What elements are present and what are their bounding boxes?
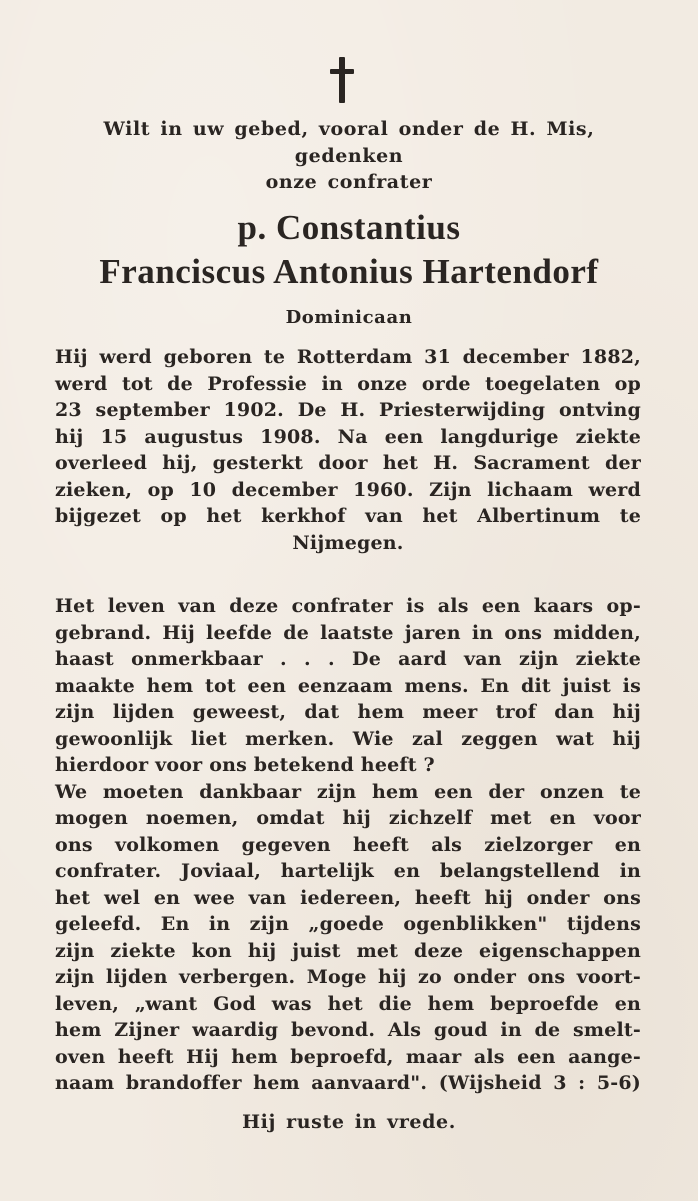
tribute-line: hierdoor voor ons betekend heeft ? bbox=[55, 754, 435, 776]
tribute-line: zijn lijden geweest, dat hem meer trof dan hij bbox=[55, 701, 641, 723]
biography-line: werd tot de Professie in onze orde toegelaten op bbox=[55, 372, 641, 395]
prayer-request-line: gedenken bbox=[294, 144, 404, 167]
biography-line: zieken, op 10 december 1960. Zijn lichaam werd bbox=[55, 478, 641, 501]
prayer-request-line: Wilt in uw gebed, vooral onder de H. Mis, bbox=[103, 118, 595, 140]
closing-blessing: Hij ruste in vrede. bbox=[242, 1111, 456, 1133]
tribute-line: naam brandoffer hem aanvaard". (Wijsheid 3 : 5-6) bbox=[55, 1072, 641, 1094]
deceased-full-name: Franciscus Antonius Hartendorf bbox=[99, 252, 599, 291]
tribute-line: confrater. Joviaal, hartelijk en belangstellend in bbox=[55, 860, 641, 882]
tribute-line: oven heeft Hij hem beproefd, maar als een aange- bbox=[55, 1045, 641, 1068]
prayer-request bbox=[40, 116, 658, 196]
tribute-paragraph bbox=[55, 593, 641, 1097]
tribute-line: zijn ziekte kon hij juist met deze eigenschappen bbox=[55, 939, 641, 962]
tribute-line: ons volkomen gegeven heeft als zielzorger en bbox=[55, 833, 641, 856]
tribute-line: zijn lijden verbergen. Moge hij zo onder ons voort- bbox=[55, 966, 641, 988]
tribute-line: geleefd. En in zijn „goede ogenblikken" tijdens bbox=[55, 913, 641, 935]
cross-vertical-bar bbox=[339, 57, 345, 103]
tribute-line: leven, „want God was het die hem beproefde en bbox=[55, 992, 641, 1015]
biography-line: overleed hij, gesterkt door het H. Sacrament der bbox=[55, 452, 641, 474]
tribute-line: Het leven van deze confrater is als een kaars op- bbox=[55, 595, 641, 617]
cross-horizontal-bar bbox=[330, 69, 354, 74]
prayer-request-line: onze confrater bbox=[265, 171, 433, 193]
cross-icon bbox=[330, 57, 354, 103]
tribute-line: gewoonlijk liet merken. Wie zal zeggen wat hij bbox=[55, 727, 641, 750]
biography-line: hij 15 augustus 1908. Na een langdurige ziekte bbox=[55, 425, 641, 448]
biography-paragraph bbox=[55, 344, 641, 556]
tribute-line: gebrand. Hij leefde de laatste jaren in ons midden, bbox=[55, 621, 641, 644]
biography-line: Nijmegen. bbox=[292, 531, 404, 554]
tribute-line: mogen noemen, omdat hij zichzelf met en voor bbox=[55, 807, 641, 829]
biography-line: Hij werd geboren te Rotterdam 31 december 1882, bbox=[55, 346, 641, 368]
tribute-line: maakte hem tot een eenzaam mens. En dit juist is bbox=[55, 674, 641, 697]
tribute-line: het wel en wee van iedereen, heeft hij onder ons bbox=[55, 886, 641, 909]
biography-line: bijgezet op het kerkhof van het Albertinum te bbox=[55, 505, 641, 527]
deceased-religious-name: p. Constantius bbox=[237, 208, 461, 247]
tribute-line: We moeten dankbaar zijn hem een der onzen te bbox=[55, 780, 641, 803]
religious-order: Dominicaan bbox=[285, 307, 413, 328]
tribute-line: haast onmerkbaar . . . De aard van zijn ziekte bbox=[55, 648, 641, 670]
biography-line: 23 september 1902. De H. Priesterwijding ontving bbox=[55, 399, 641, 421]
tribute-line: hem Zijner waardig bevond. Als goud in de smelt- bbox=[55, 1019, 641, 1041]
